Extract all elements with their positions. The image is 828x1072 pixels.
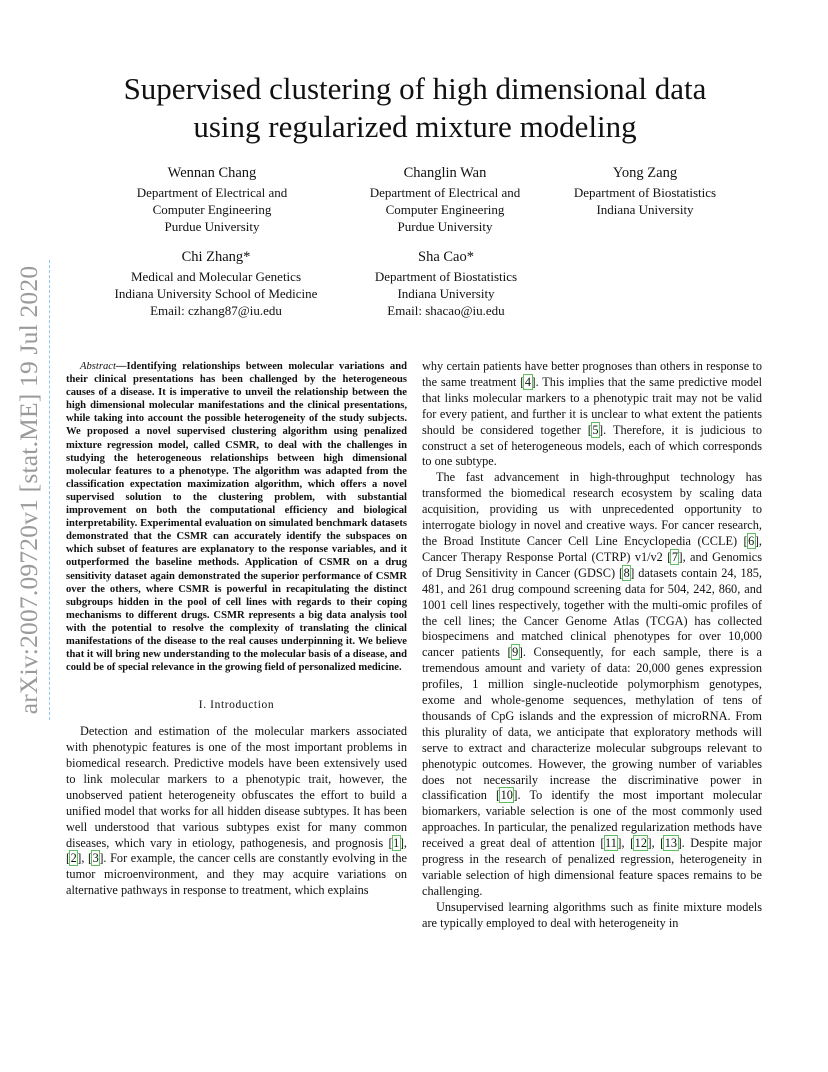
author-affiliation: Computer Engineering [385,202,505,217]
author-block [346,248,546,319]
citation-link[interactable]: [1] [388,835,404,850]
author-name: Sha Cao* [418,249,474,265]
citation-link[interactable]: [13] [660,836,682,851]
arxiv-stamp [5,260,53,720]
author-affiliation: Purdue University [397,219,493,234]
author-affiliation: Indiana University [397,286,495,301]
author-block [112,164,312,235]
author-email[interactable]: Email: czhang87@iu.edu [150,303,282,318]
author-email[interactable]: Email: shacao@iu.edu [387,303,505,318]
author-affiliation: Department of Biostatistics [573,185,717,200]
citation-link[interactable]: [6] [743,533,759,548]
right-column [422,359,762,932]
citation-link[interactable]: [3] [88,851,104,866]
citation-link[interactable]: [12] [630,836,652,851]
arxiv-identifier[interactable]: arXiv:2007.09720v1 [stat.ME] 19 Jul 2020 [14,265,43,715]
citation-link[interactable]: [10] [496,788,518,803]
author-affiliation: Computer Engineering [152,202,272,217]
left-column [66,360,407,899]
paper-title [90,70,740,146]
body-paragraph: why certain patients have better prognoses than others in response to the same treatment [4]. This implies that the same predictive model that links molecular markers to a phenotypic trait may not be valid for every patient, and further it is unclear to what extent the patients should be considered together [5]. Therefore, it is judicious to construct a set of heterogeneous models, each of which corresponds to one subtype. [422,359,762,469]
author-affiliation: Department of Biostatistics [374,269,518,284]
section-heading-introduction: I. Introduction [198,699,275,712]
stamp-dashed-line [49,260,50,720]
author-affiliation: Medical and Molecular Genetics [130,269,301,284]
author-affiliation: Department of Electrical and [136,185,288,200]
author-affiliation: Department of Electrical and [369,185,521,200]
abstract [66,360,407,674]
author-affiliation: Purdue University [164,219,260,234]
abstract-label: Abstract [80,361,116,372]
abstract-text: —Identifying relationships between molecular variations and their clinical presentations has been challenged by the heterogeneous causes of a disease. It is imperative to unveil the relationship between the high dimensional molecular manifestations and the clinical presentations, while taking into account the possible heterogeneity of the study subjects. We proposed a novel supervised clustering algorithm using penalized mixture regression model, called CSMR, to deal with the challenges in studying the heterogeneous relationships between high dimensional molecular features to a phenotype. The algorithm was adapted from the classification expectation maximization algorithm, which offers a novel supervised solution to the clustering problem, with substantial improvement on both the computational efficiency and biological interpretability. Experimental evaluation on simulated benchmark datasets demonstrated that the CSMR can accurately identify the subspaces on which subset of features are explanatory to the response variables, and it outperformed the baseline methods. Application of CSMR on a drug sensitivity dataset again demonstrated the superior performance of CSMR over the others, where CSMR is powerful in recapitulating the distinct subgroups hidden in the pool of cell lines with regards to their coping mechanisms to different drugs. CSMR represents a big data analysis tool with the potential to resolve the complexity of translating the clinical manifestations of the disease to the real causes underpinning it. We believe that it will bring new understanding to the molecular basis of a disease, and could be of special relevance in the growing field of personalized medicine. [66,361,407,674]
author-name: Chi Zhang* [181,249,251,265]
body-paragraph: Unsupervised learning algorithms such as finite mixture models are typically employed to deal with heterogeneity in [422,899,762,930]
author-block [345,164,545,235]
author-name: Changlin Wan [403,165,487,181]
author-block [545,164,745,218]
citation-link[interactable]: [5] [587,422,604,437]
author-affiliation: Indiana University [596,202,694,217]
author-name: Yong Zang [612,165,678,181]
citation-link[interactable]: [4] [520,374,536,389]
citation-link[interactable]: [9] [507,645,523,660]
author-block [96,248,336,319]
citation-link[interactable]: [2] [66,851,82,866]
citation-link[interactable]: [7] [667,549,683,564]
title-line-1: Supervised clustering of high dimensional data [123,71,707,106]
author-name: Wennan Chang [167,165,257,181]
intro-paragraph: Detection and estimation of the molecular markers associated with phenotypic features is one of the most important problems in biomedical research. Predictive models have been extensively used to link molecular markers to a phenotypic trait, however, the unobserved patient heterogeneity obfuscates the effort to build a unified model that works for all hidden disease subtypes. It has been well understood that various subtypes exist for many common diseases, which vary in etiology, pathogenesis, and prognosis [1], [2], [3]. For example, the cancer cells are constantly evolving in the tumor microenvironment, and they may acquire variations on alternative pathways in response to treatment, which explains [66,724,407,898]
body-paragraph: The fast advancement in high-throughput technology has transformed the biomedical research ecosystem by scaling data acquisition, providing us with unprecedented opportunity to interrogate biology in novel and creative ways. For cancer research, the Broad Institute Cancer Cell Line Encyclopedia (CCLE) [6], Cancer Therapy Response Portal (CTRP) v1/v2 [7], and Genomics of Drug Sensitivity in Cancer (GDSC) [8] datasets contain 24, 185, 481, and 261 drug compound screening data for 504, 242, 860, and 1001 cell lines respectively, together with the multi-omic profiles of the cell lines; the Cancer Genome Atlas (TCGA) has collected biospecimens and matched clinical phenotypes for over 10,000 cancer patients [9]. Consequently, for each sample, there is a tremendous amount and variety of data: 20,000 genes expression profiles, 1 million single-nucleotide polymorphism genotypes, exome and whole-genome sequences, methylation of tens of thousands of CpG islands and the expression of microRNA. From this plurality of data, we anticipate that exploratory methods will serve to extract and characterize molecular subgroups relevant to phenotypic outcomes. However, the growing number of variables does not necessarily increase the discriminative power in classification [10]. To identify the most important molecular biomarkers, variable selection is one of the most commonly used approaches. In particular, the penalized regularization methods have received a great deal of attention [11], [12], [13]. Despite major progress in the research of penalized regression, heterogeneity in variable selection of high dimensional feature spaces remains to be challenging. [422,470,763,898]
citation-link[interactable]: [11] [600,836,622,851]
title-line-2: using regularized mixture modeling [193,109,637,144]
author-affiliation: Indiana University School of Medicine [114,286,318,301]
citation-link[interactable]: [8] [618,565,635,580]
